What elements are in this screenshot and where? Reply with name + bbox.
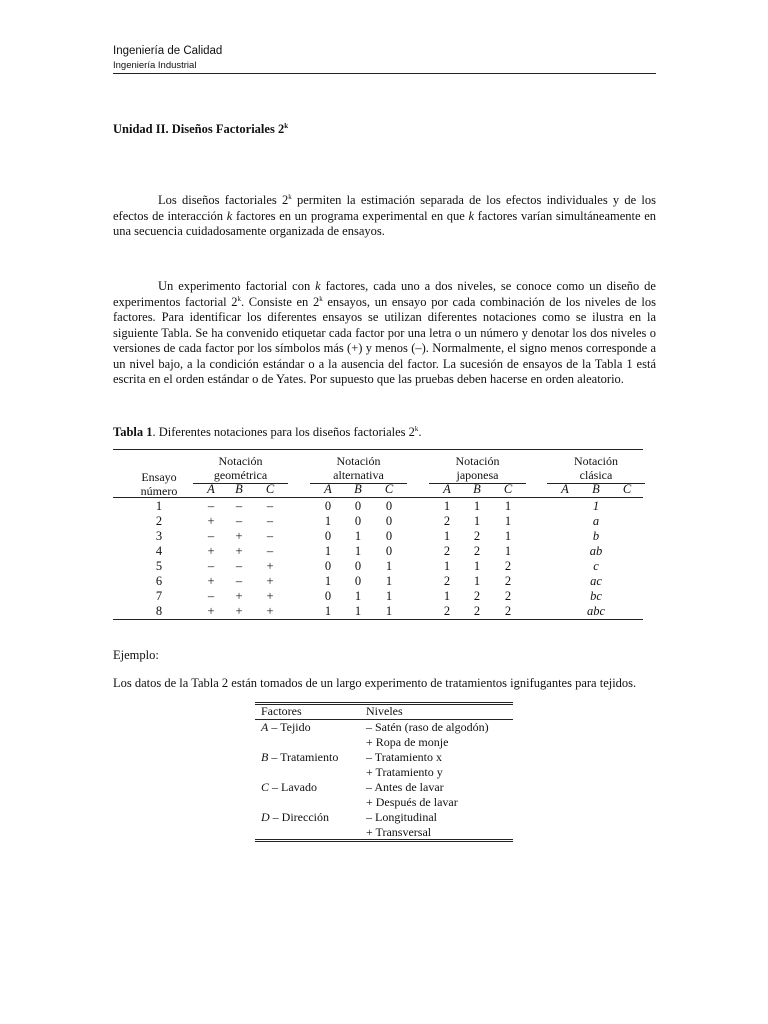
cell-alt: 1 <box>324 604 332 618</box>
group-header-0: Notación geométrica <box>213 454 268 482</box>
cell-geo: + <box>266 589 274 603</box>
table2-level: – Longitudinal <box>366 810 437 824</box>
header-program: Ingeniería Industrial <box>113 60 197 71</box>
cell-jap: 2 <box>504 604 512 618</box>
cell-alt: 0 <box>385 544 393 558</box>
col-header-2-A: A <box>443 482 451 496</box>
table2-level: + Después de lavar <box>366 795 458 809</box>
cell-alt: 0 <box>354 559 362 573</box>
col-header-3-B: B <box>592 482 600 496</box>
table2-bottom-rule-2 <box>255 841 513 842</box>
cell-jap: 1 <box>443 499 451 513</box>
cell-alt: 0 <box>324 559 332 573</box>
group-header-2: Notación japonesa <box>455 454 500 482</box>
cell-alt: 0 <box>354 514 362 528</box>
cell-jap: 1 <box>443 529 451 543</box>
cell-classic: bc <box>590 589 602 603</box>
cell-alt: 1 <box>324 544 332 558</box>
run-number: 2 <box>155 514 163 528</box>
cell-alt: 1 <box>385 589 393 603</box>
cell-jap: 2 <box>443 574 451 588</box>
col-header-1-A: A <box>324 482 332 496</box>
col-header-1-B: B <box>354 482 362 496</box>
example-label: Ejemplo: <box>113 648 159 662</box>
paragraph-1: Los diseños factoriales 2$^k$ permiten la estimación separada de los efectos individuales y de los efectos de interacción k factores en un programa experimental en que k factores varían simultáneamente en una secuencia cuidadosamente organizada de ensayos. <box>113 193 657 238</box>
run-number: 1 <box>155 499 163 513</box>
col-header-2-C: C <box>503 482 513 496</box>
cell-geo: – <box>266 499 274 513</box>
cell-geo: – <box>266 544 274 558</box>
cell-jap: 2 <box>504 589 512 603</box>
col-header-3-A: A <box>561 482 569 496</box>
cell-geo: – <box>207 559 215 573</box>
cell-geo: – <box>235 574 243 588</box>
cell-jap: 1 <box>504 544 512 558</box>
cell-jap: 1 <box>504 514 512 528</box>
cell-alt: 0 <box>324 529 332 543</box>
cell-jap: 1 <box>473 514 481 528</box>
run-number: 8 <box>155 604 163 618</box>
table2-factor: D – Dirección <box>261 810 329 824</box>
table2-header-factors: Factores <box>261 704 302 718</box>
cell-alt: 0 <box>385 499 393 513</box>
table2-bottom-rule-1 <box>255 839 513 840</box>
cell-geo: + <box>266 604 274 618</box>
cell-geo: + <box>266 559 274 573</box>
cell-alt: 1 <box>354 529 362 543</box>
cell-alt: 1 <box>354 544 362 558</box>
cell-jap: 2 <box>504 559 512 573</box>
group-header-3: Notación clásica <box>574 454 618 482</box>
run-number: 4 <box>155 544 163 558</box>
table2-factor: A – Tejido <box>261 720 311 734</box>
run-number: 5 <box>155 559 163 573</box>
col-header-3-C: C <box>622 482 632 496</box>
group-header-1: Notación alternativa <box>333 454 384 482</box>
table2-level: + Transversal <box>366 825 432 839</box>
header-course: Ingeniería de Calidad <box>113 45 223 57</box>
run-number: 3 <box>155 529 163 543</box>
cell-jap: 2 <box>473 589 481 603</box>
table2-level: + Ropa de monje <box>366 735 449 749</box>
table2-level: – Satén (raso de algodón) <box>366 720 489 734</box>
cell-jap: 2 <box>443 544 451 558</box>
unit-title: Unidad II. Diseños Factoriales 2$^k$ <box>113 122 289 136</box>
cell-geo: + <box>235 529 243 543</box>
cell-alt: 1 <box>385 604 393 618</box>
example-text: Los datos de la Tabla 2 están tomados de un largo experimento de tratamientos ignifugantes para tejidos. <box>113 676 637 690</box>
cell-alt: 0 <box>354 499 362 513</box>
cell-jap: 1 <box>473 574 481 588</box>
cell-classic: ac <box>590 574 602 588</box>
cell-geo: – <box>235 499 243 513</box>
cell-jap: 2 <box>504 574 512 588</box>
cell-geo: + <box>266 574 274 588</box>
cell-classic: ab <box>589 544 603 558</box>
cell-alt: 0 <box>385 529 393 543</box>
cell-alt: 1 <box>385 574 393 588</box>
cell-alt: 1 <box>354 604 362 618</box>
col-header-0-B: B <box>235 482 243 496</box>
cell-jap: 2 <box>473 544 481 558</box>
table2-header-levels: Niveles <box>366 704 403 718</box>
paragraph-2: Un experimento factorial con k factores, cada uno a dos niveles, se conoce como un diseño de experimentos factorial 2$^k$. Consiste en 2$^k$ ensayos, un ensayo por cada combinación de los niveles de los factores. Para identificar los diferentes ensayos se utilizan diferentes notaciones como se ilustra en la siguiente Tabla. Se ha convenido etiquetar cada factor por una letra o un número y denotar los dos niveles o versiones de cada factor por los símbolos más (+) y menos (–). Normalmente, el signo menos corresponde a un nivel bajo, a la condición estándar o a la ausencia del factor. La sucesión de ensayos de la Tabla 1 está escrita en el orden estándar o de Yates. Por supuesto que las pruebas deben hacerse en orden aleatorio. <box>113 279 657 386</box>
cell-jap: 1 <box>504 499 512 513</box>
cell-jap: 2 <box>443 514 451 528</box>
run-number: 7 <box>155 589 163 603</box>
cell-geo: + <box>235 604 243 618</box>
header-divider <box>113 73 656 74</box>
cell-alt: 0 <box>324 589 332 603</box>
cell-alt: 0 <box>324 499 332 513</box>
cell-geo: – <box>207 529 215 543</box>
table2-level: – Tratamiento x <box>366 750 443 764</box>
cell-classic: abc <box>586 604 606 618</box>
cell-geo: + <box>207 544 215 558</box>
cell-geo: – <box>266 514 274 528</box>
cell-geo: – <box>266 529 274 543</box>
cell-jap: 1 <box>504 529 512 543</box>
table1-top-rule <box>113 449 643 450</box>
cell-geo: + <box>207 604 215 618</box>
table2-factor: B – Tratamiento <box>261 750 339 764</box>
cell-geo: – <box>235 514 243 528</box>
cell-classic: a <box>592 514 600 528</box>
col-header-2-B: B <box>473 482 481 496</box>
table1-header-rule <box>113 497 643 498</box>
cell-geo: + <box>207 514 215 528</box>
cell-classic: 1 <box>592 499 600 513</box>
col-header-0-C: C <box>265 482 275 496</box>
table2-factor: C – Lavado <box>261 780 317 794</box>
table2-level: + Tratamiento y <box>366 765 443 779</box>
cell-alt: 1 <box>324 514 332 528</box>
cell-classic: b <box>592 529 600 543</box>
col-header-0-A: A <box>207 482 215 496</box>
cell-geo: – <box>207 499 215 513</box>
cell-jap: 2 <box>443 604 451 618</box>
cell-jap: 1 <box>443 589 451 603</box>
cell-jap: 1 <box>443 559 451 573</box>
cell-geo: – <box>235 559 243 573</box>
table2-level: – Antes de lavar <box>366 780 444 794</box>
run-number: 6 <box>155 574 163 588</box>
cell-alt: 1 <box>354 589 362 603</box>
cell-jap: 1 <box>473 499 481 513</box>
col-header-1-C: C <box>384 482 394 496</box>
cell-jap: 2 <box>473 604 481 618</box>
cell-classic: c <box>593 559 599 573</box>
table1-caption: Tabla 1. Diferentes notaciones para los diseños factoriales 2$^k$. <box>113 425 422 439</box>
cell-geo: + <box>207 574 215 588</box>
table1-bottom-rule <box>113 619 643 620</box>
cell-alt: 0 <box>354 574 362 588</box>
cell-geo: – <box>207 589 215 603</box>
run-header: Ensayo número <box>140 470 178 498</box>
cell-alt: 1 <box>324 574 332 588</box>
cell-jap: 1 <box>473 559 481 573</box>
cell-alt: 1 <box>385 559 393 573</box>
cell-geo: + <box>235 589 243 603</box>
table2-top-rule-1 <box>255 702 513 703</box>
cell-jap: 2 <box>473 529 481 543</box>
cell-alt: 0 <box>385 514 393 528</box>
cell-geo: + <box>235 544 243 558</box>
